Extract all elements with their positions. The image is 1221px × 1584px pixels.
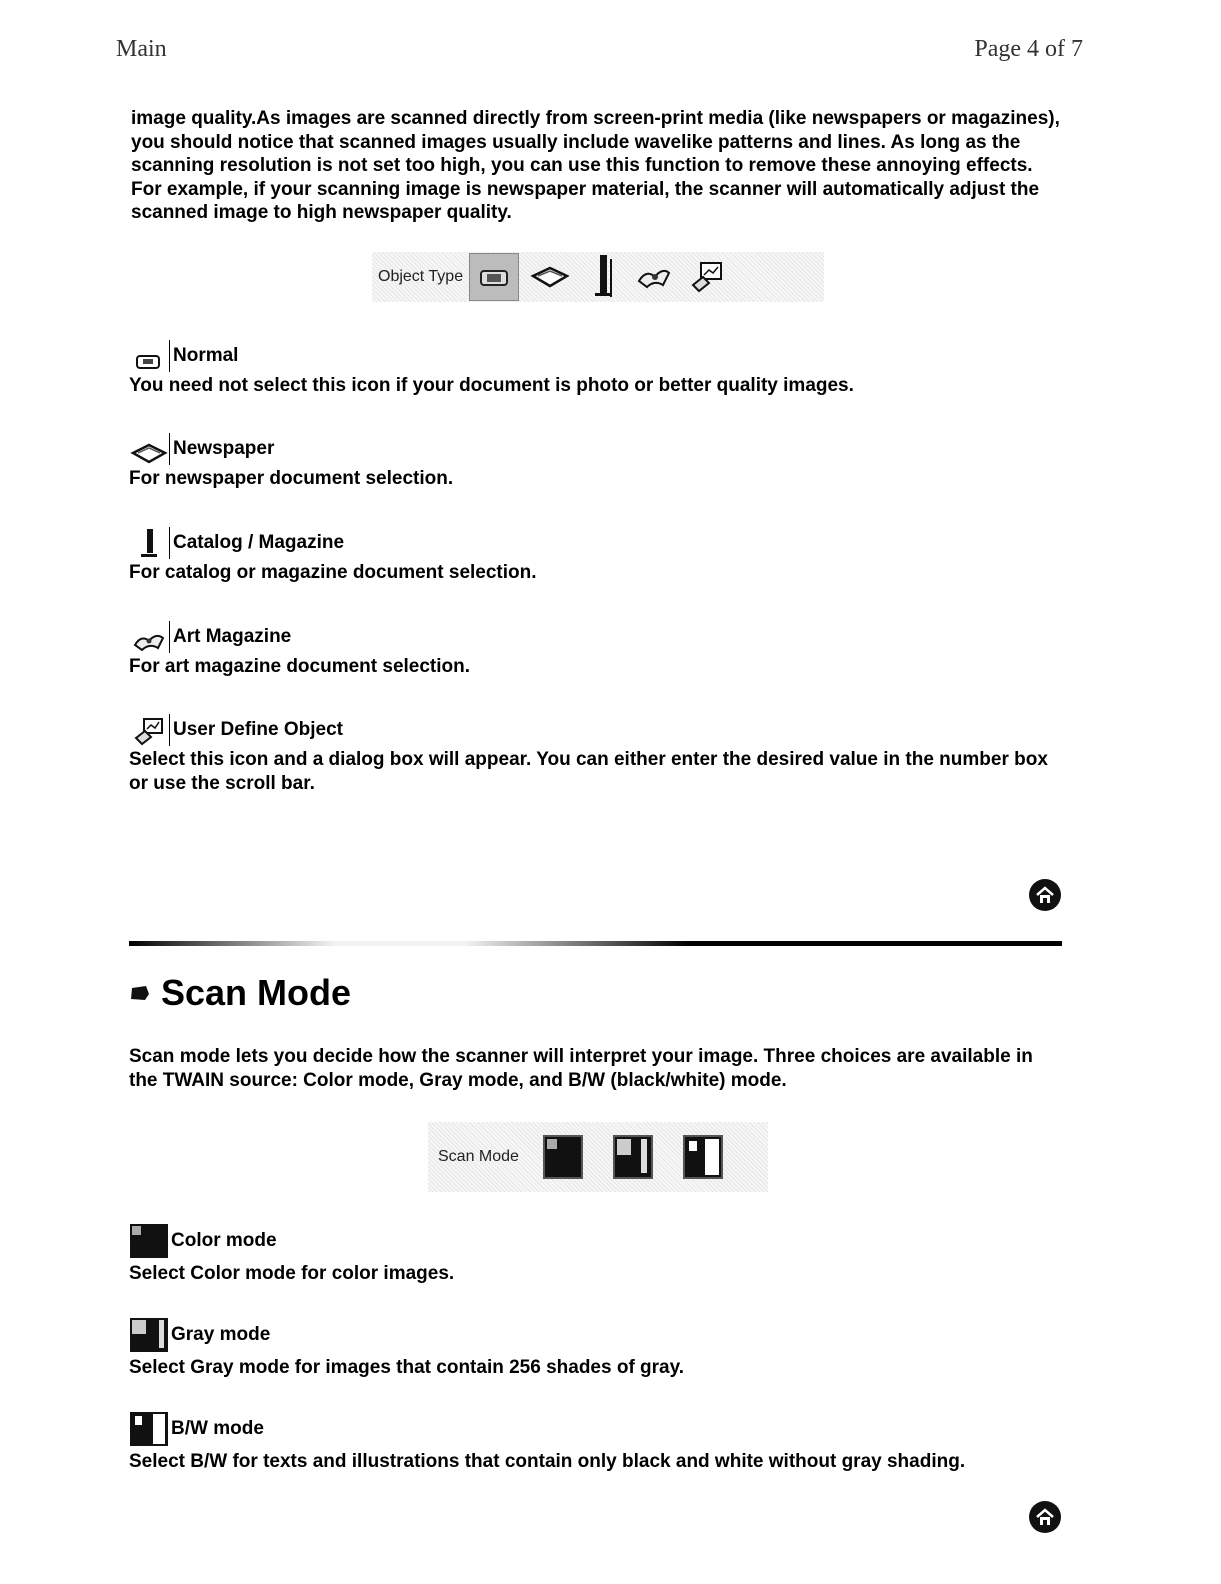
newspaper-icon[interactable] xyxy=(527,257,573,297)
object-type-toolbar xyxy=(372,252,824,302)
bw-mode-title: B/W mode xyxy=(171,1418,264,1439)
catalog-icon[interactable] xyxy=(583,252,623,302)
catalog-icon xyxy=(129,527,170,559)
scan-mode-title: Scan Mode xyxy=(161,972,352,1013)
color-mode-title: Color mode xyxy=(171,1230,277,1251)
user-define-description: Select this icon and a dialog box will appear. You can either enter the desired value in the number box or use the scroll bar. xyxy=(129,749,1048,794)
object-type-normal xyxy=(129,340,1064,398)
user-define-title: User Define Object xyxy=(173,719,343,740)
art-magazine-description: For art magazine document selection. xyxy=(129,656,471,677)
bw-mode-icon[interactable] xyxy=(681,1132,725,1182)
gray-mode-icon xyxy=(129,1317,169,1353)
bullet-icon xyxy=(129,984,151,1002)
newspaper-title: Newspaper xyxy=(173,438,275,459)
user-define-icon xyxy=(129,714,170,746)
page-number: Page 4 of 7 xyxy=(974,36,1083,62)
section-divider xyxy=(129,940,1062,947)
home-icon[interactable] xyxy=(1028,878,1062,912)
catalog-title: Catalog / Magazine xyxy=(173,532,345,553)
bw-mode-icon xyxy=(129,1411,169,1447)
catalog-description: For catalog or magazine document selection. xyxy=(129,562,537,583)
normal-title: Normal xyxy=(173,345,239,366)
gray-mode-title: Gray mode xyxy=(171,1324,271,1345)
object-type-newspaper xyxy=(129,433,1064,491)
scan-mode-toolbar xyxy=(428,1122,768,1192)
color-mode-description: Select Color mode for color images. xyxy=(129,1263,455,1284)
scan-mode-heading xyxy=(129,972,351,1014)
color-mode-icon xyxy=(129,1223,169,1259)
scan-mode-intro: Scan mode lets you decide how the scanner will interpret your image. Three choices are available in the TWAIN source: Color mode, Gray mode, and B/W (black/white) mode. xyxy=(129,1046,1033,1091)
object-type-label: Object Type xyxy=(378,268,464,285)
object-type-art-magazine xyxy=(129,621,1064,679)
bw-mode-description: Select B/W for texts and illustrations that contain only black and white without gray shading. xyxy=(129,1451,966,1472)
object-type-user-define xyxy=(129,714,1064,795)
user-define-icon[interactable] xyxy=(685,255,729,299)
normal-icon xyxy=(129,340,170,372)
normal-description: You need not select this icon if your document is photo or better quality images. xyxy=(129,375,854,396)
scan-mode-color xyxy=(129,1222,1064,1286)
scan-mode-label: Scan Mode xyxy=(438,1148,519,1165)
header-left-title: Main xyxy=(116,36,167,62)
home-icon[interactable] xyxy=(1028,1500,1062,1534)
newspaper-description: For newspaper document selection. xyxy=(129,468,454,489)
intro-paragraph: image quality.As images are scanned directly from screen-print media (like newspapers or magazines), you should notice that scanned images usually include wavelike patterns and lines. As long as the scanning resolution is not set too high, you can use this function to remove these annoying effects. For example, if your scanning image is newspaper material, the scanner will automatically adjust the scanned image to high newspaper quality. xyxy=(131,108,1060,223)
newspaper-icon xyxy=(129,433,170,465)
scan-mode-gray xyxy=(129,1316,1064,1380)
scan-mode-bw xyxy=(129,1410,1064,1474)
gray-mode-description: Select Gray mode for images that contain 256 shades of gray. xyxy=(129,1357,685,1378)
normal-icon[interactable] xyxy=(469,253,519,301)
color-mode-icon[interactable] xyxy=(541,1132,585,1182)
gray-mode-icon[interactable] xyxy=(611,1132,655,1182)
art-magazine-title: Art Magazine xyxy=(173,626,292,647)
art-magazine-icon[interactable] xyxy=(631,257,677,297)
object-type-catalog xyxy=(129,527,1064,585)
art-magazine-icon xyxy=(129,621,170,653)
